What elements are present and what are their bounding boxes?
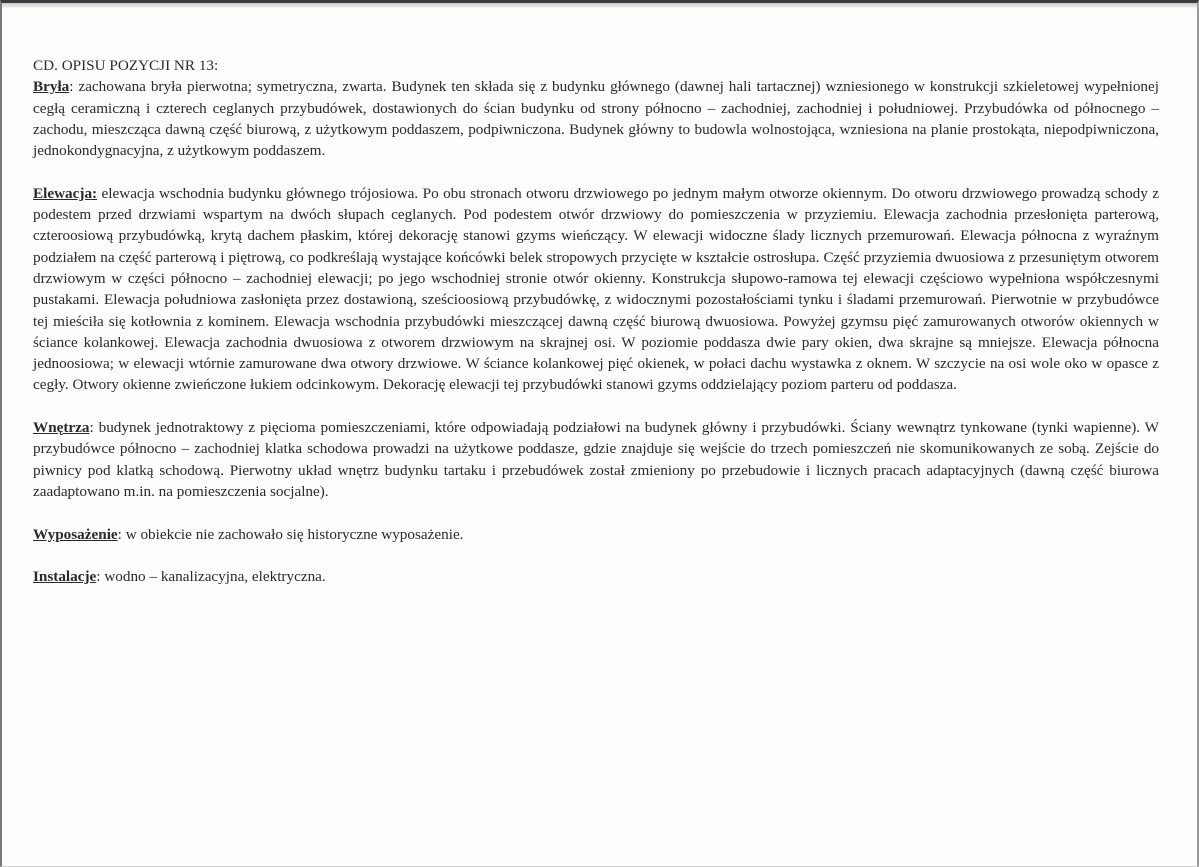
section-text-wnetrza: budynek jednotraktowy z pięcioma pomieszczeniami, które odpowiadają podziałowi na budynek główny i przybudówki. Ściany wewnątrz tynkowane (tynki wapienne). W przybudówce północno – zachodniej klatka schodowa prowadzi na użytkowe poddasze, gdzie znajduje się wejście do trzech pomieszczeń nie skomunikowanych ze sobą. Zejście do piwnicy pod klatką schodową. Pierwotny układ wnętrz budynku tartaku i przebudówek został zmieniony po przebudowie i licznych pracach adaptacyjnych (dawną część biurowa zaadaptowano m.in. na pomieszczenia socjalne). (33, 419, 1159, 500)
scan-edge-shadow (2, 3, 1197, 9)
section-label-wyposazenie: Wyposażenie (33, 525, 118, 543)
section-text-instalacje: wodno – kanalizacyjna, elektryczna. (100, 568, 326, 586)
section-label-bryla: Bryła (33, 78, 70, 96)
section-label-instalacje: Instalacje (33, 568, 97, 586)
section-label-wnetrza: Wnętrza (33, 419, 90, 437)
section-colon-wyposazenie: : (117, 525, 122, 543)
section-wyposazenie (33, 524, 1159, 545)
section-bryla (33, 76, 1159, 161)
section-text-elewacja: elewacja wschodnia budynku głównego trójosiowa. Po obu stronach otworu drzwiowego po jednym małym otworze okiennym. Do otworu drzwiowego prowadzą schody z podestem przed drzwiami wspartym na dwóch słupach ceglanych. Pod podestem otwór drzwiowy do pomieszczenia w przyziemiu. Elewacja zachodnia przesłonięta parterową, czteroosiową przybudówką, krytą dachem płaskim, której dekorację stanowi gzyms wieńczący. W elewacji widoczne ślady licznych przemurowań. Elewacja północna z wyraźnym podziałem na część parterową i piętrową, co podkreślają wystające końcówki belek stropowych przycięte w kształcie ostrosłupa. Część przyziemia dwuosiowa z przesuniętym otworem drzwiowym w części północno – zachodniej elewacji; po jego wschodniej stronie otwór okienny. Konstrukcja słupowo-ramowa tej elewacji częściowo wypełniona współczesnymi pustakami. Elewacja południowa zasłonięta przez dostawioną, sześcioosiową przybudówkę, z widocznymi pozostałościami tynku i śladami przemurowań. Pierwotnie w przybudówce tej mieściła się kotłownia z kominem. Elewacja wschodnia przybudówki mieszczącej dawną część biurową dwuosiowa. Powyżej gzymsu pięć zamurowanych otworów okiennych w ściance kolankowej. Elewacja zachodnia dwuosiowa z otworem drzwiowym na skrajnej osi. W poziomie poddasza dwie pary okien, dwa skrajne są mniejsze. Elewacja północna jednoosiowa; w elewacji wtórnie zamurowane dwa otwory drzwiowe. W ściance kolankowej pięć okienek, w połaci dachu wystawka z oknem. W szczycie na osi wole oko w opasce z cegły. Otwory okienne zwieńczone łukiem odcinkowym. Dekorację elewacji tej przybudówki stanowi gzyms oddzielający poziom parteru od poddasza. (33, 184, 1159, 394)
section-text-bryla: zachowana bryła pierwotna; symetryczna, zwarta. Budynek ten składa się z budynku głównego (dawnej hali tartacznej) wzniesionego w konstrukcji szkieletowej wypełnionej cegłą ceramiczną i czterech ceglanych przybudówek, dostawionych do ścian budynku od strony północno – zachodniej, zachodniej i południowej. Przybudówka od północnego – zachodu, mieszcząca dawną część biurową, z użytkowym poddaszem, podpiwniczona. Budynek główny to budowla wolnostojąca, wzniesiona na planie prostokąta, niepodpiwniczona, jednokondygnacyjna, z użytkowym poddaszem. (33, 78, 1159, 160)
document-heading: CD. OPISU POZYCJI NR 13: (33, 57, 219, 74)
section-elewacja (33, 183, 1159, 396)
document-body (33, 55, 1159, 587)
section-wnetrza (33, 417, 1159, 502)
section-colon-wnetrza: : (89, 419, 94, 437)
section-colon-bryla: : (69, 78, 74, 96)
section-instalacje (33, 566, 1159, 587)
section-colon-instalacje: : (96, 568, 101, 586)
section-text-wyposazenie: w obiekcie nie zachowało się historyczne wyposażenie. (121, 525, 464, 543)
section-label-elewacja: Elewacja: (33, 184, 98, 202)
